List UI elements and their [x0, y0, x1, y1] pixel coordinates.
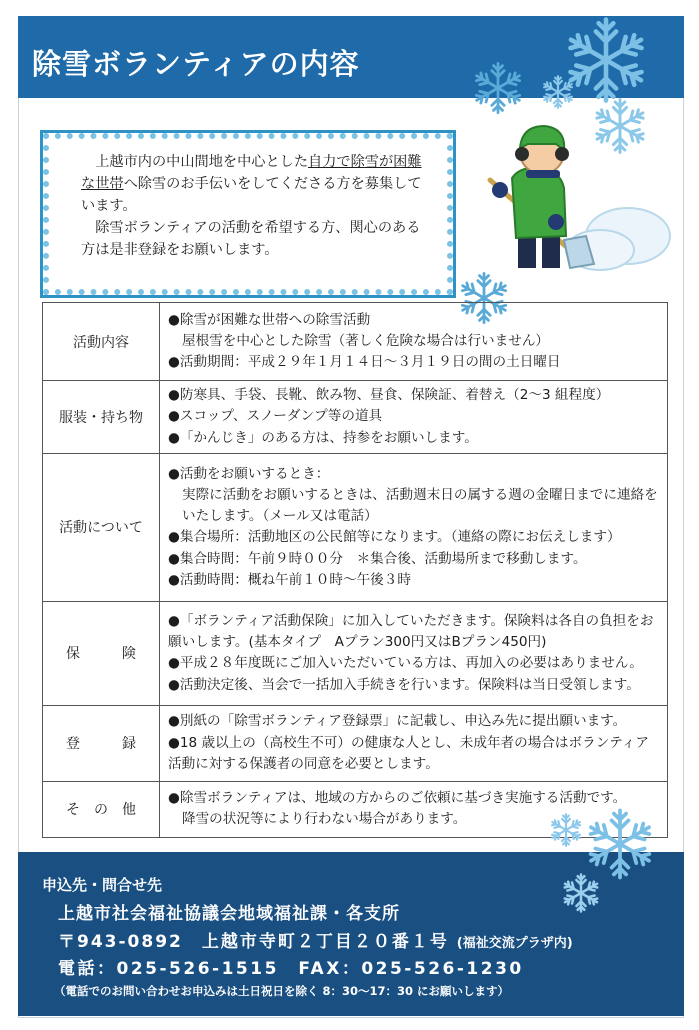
row-content-line: ●別紙の「除雪ボランティア登録票」に記載し、申込み先に提出願います。: [168, 713, 627, 730]
snow-shoveling-illustration: [460, 118, 675, 278]
row-content: [160, 705, 668, 781]
intro-text-underlined: 自力で除雪が困難な世帯: [81, 154, 422, 192]
row-content-line: ●18 歳以上の（高校生不可）の健康な人とし、未成年者の場合はボランティア活動に対する保護者の同意を必要とします。: [168, 734, 649, 773]
row-content: [160, 303, 668, 381]
row-label: 保 険: [43, 601, 160, 705]
table-row: [43, 303, 668, 381]
row-content-line: 屋根雪を中心とした除雪（著しく危険な場合は行いません）: [182, 332, 550, 349]
row-content-line: ●集合時間：午前９時００分 ＊集合後、活動場所まで移動します。: [168, 550, 587, 567]
row-content-line: ●除雪が困難な世帯への除雪活動: [168, 311, 371, 328]
intro-text-1a: 上越市内の中山間地を中心とした: [95, 154, 309, 170]
row-content-line: ●活動決定後、当会で一括加入手続きを行います。保険料は当日受領します。: [168, 676, 640, 693]
snowflake-icon: [540, 74, 576, 110]
row-content-line: ●活動時間：概ね午前１０時～午後３時: [168, 571, 411, 588]
snowflake-icon: [560, 872, 602, 914]
row-content: [160, 453, 668, 601]
row-label: そ の 他: [43, 781, 160, 837]
contact-address: 〒943-0892 上越市寺町２丁目２０番１号: [58, 932, 449, 952]
row-content-line: ●活動期間：平成２９年１月１４日～３月１９日の間の土日曜日: [168, 354, 561, 371]
row-content-line: ●「かんじき」のある方は、持参をお願いします。: [168, 429, 478, 446]
row-content-line: ●平成２８年度既にご加入いただいている方は、再加入の必要はありません。: [168, 655, 643, 672]
row-label: 登 録: [43, 705, 160, 781]
contact-address-line: [58, 927, 573, 952]
row-content-line: ●スコップ、スノーダンプ等の道具: [168, 408, 383, 425]
info-table: [42, 302, 668, 838]
intro-text-1b: へ除雪のお手伝いをしてくださる方を募集しています。: [81, 176, 422, 214]
intro-text-2: 除雪ボランティアの活動を希望する方、関心のある方は是非登録をお願いします。: [81, 220, 421, 258]
intro-indent: [81, 220, 95, 236]
row-label: 服装・持ち物: [43, 381, 160, 454]
snowflake-icon: [582, 806, 658, 882]
intro-notice-box: [40, 130, 456, 298]
contact-address-note: (福祉交流プラザ内): [456, 936, 573, 951]
row-content-line: ●「ボランティア活動保険」に加入していただきます。保険料は各自の負担をお願いします。(基本タイプ Aプラン300円又はBプラン450円): [168, 612, 654, 651]
row-content: [160, 601, 668, 705]
table-row: [43, 601, 668, 705]
row-content-line: ●集合場所：活動地区の公民館等になります。（連絡の際にお伝えします）: [168, 529, 621, 546]
row-content-line: ●活動をお願いするとき：: [168, 465, 330, 482]
row-content-line: 降雪の状況等により行わない場合があります。: [182, 811, 467, 828]
table-row: [43, 381, 668, 454]
snowflake-icon: [470, 60, 526, 116]
contact-hours-note: （電話でのお問い合わせお申込みは土日祝日を除く 8：30～17：30 にお願いします）: [54, 984, 510, 998]
contact-organization: 上越市社会福祉協議会地域福祉課・各支所: [58, 904, 400, 924]
intro-indent: [81, 154, 95, 170]
row-content-line: ●防寒具、手袋、長靴、飲み物、昼食、保険証、着替え（2～3 組程度）: [168, 387, 610, 403]
page-title: 除雪ボランティアの内容: [32, 47, 360, 81]
table-row: [43, 453, 668, 601]
contact-phone-fax: 電話：025-526-1515 FAX：025-526-1230: [58, 959, 524, 979]
table-row: [43, 705, 668, 781]
snowflake-icon: [548, 812, 584, 848]
row-label: 活動内容: [43, 303, 160, 381]
intro-text: [81, 151, 433, 261]
contact-heading: 申込先・問合せ先: [42, 876, 163, 894]
row-content-line: ●除雪ボランティアは、地域の方からのご依頼に基づき実施する活動です。: [168, 790, 627, 807]
row-label: 活動について: [43, 453, 160, 601]
row-content: [160, 381, 668, 454]
row-content-line: 実際に活動をお願いするときは、活動週末日の属する週の金曜日までに連絡をいたします。（メール又は電話）: [182, 486, 658, 525]
